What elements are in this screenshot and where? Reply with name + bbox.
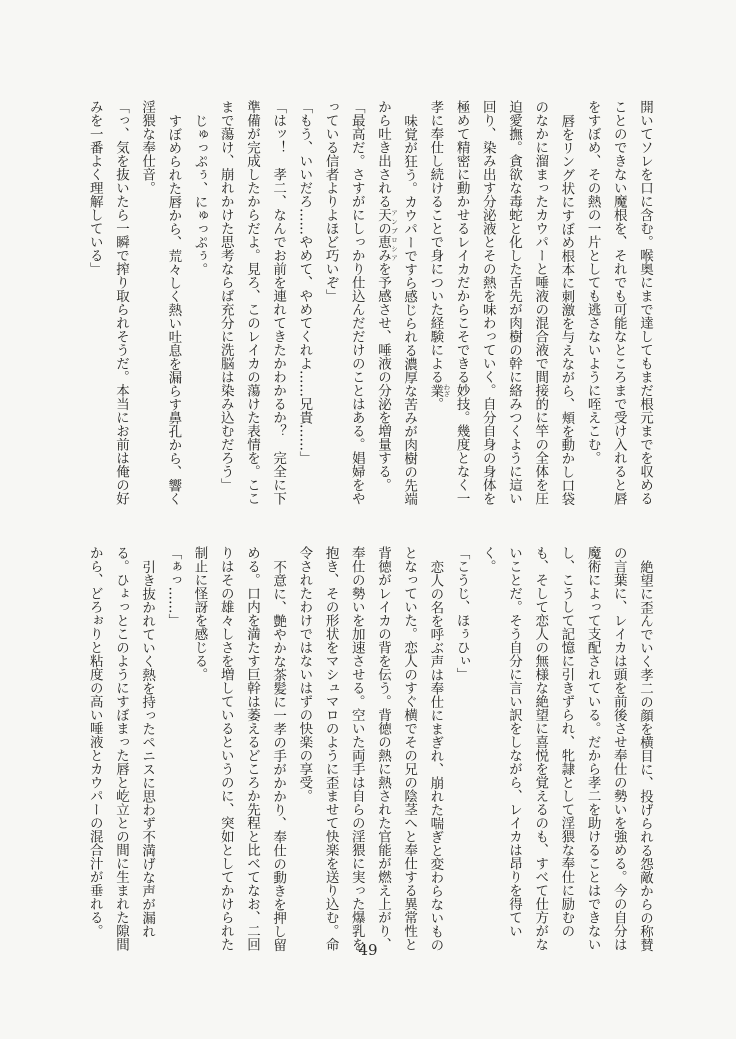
- paragraph: 不意に、艶やかな茶髪に一孝の手がかかり、奉仕の動きを押し留める。口内を満たす巨幹は萎えるどころか先程と比べてなお、二回りはその雄々しさを増しているというのに、突如としてかけられた制止に怪訝を感じる。: [191, 546, 287, 951]
- text-block-bottom: [82, 546, 658, 952]
- paragraph: 絶望に歪んでいく孝二の顔を横目に、投げられる怨敵からの称賛の言葉に、レイカは頭を前後させ奉仕の勢いを強める。今の自分は魔術によって支配されている。だから孝二を助けることはできないし、こうして記憶に引きずられ、牝隷として淫猥な奉仕に励むのも、そして恋人の無様な絶望に喜悦を覚えるのも、すべて仕方がないことだ。そう自分に言い訳をしながら、レイカは昂りを得ていく。: [479, 546, 653, 951]
- ruby-annotated-word: 業 わざ: [427, 383, 451, 397]
- paragraph: 開いてソレを口に含む。喉奥にまで達してもまだ根元までを収めることのできない魔根を、それでも可能なところまで受け入れると唇をすぼめ、その熱の一片としても逃さないように咥えこむ。: [584, 100, 653, 505]
- paragraph: 「もう、いいだろ……やめて、やめてくれよ……兄貴……」: [296, 100, 313, 465]
- paragraph: 恋人の名を呼ぶ声は奉仕にまぎれ、崩れた喘ぎと変わらないものとなっていた。恋人のすぐ横でその兄の陰茎へと奉仕する異常性と背徳がレイカの背を伝う。背徳の熱に熱された官能が燃え上がり、奉仕の勢いを加速させる。空いた両手は自らの淫猥に実った爆乳を抱き、その形状をマシュマロのように歪ませて快楽を送り込む。命令されたわけではないはずの快楽の享受。: [296, 546, 444, 951]
- paragraph: 味覚が狂う。カウパーですら感じられる濃厚な苦みが肉樹の先端から吐き出される天の恵み アンブロシアを予感させ、唾液の分泌を増量する。: [374, 100, 418, 505]
- paragraph: 引き抜かれていく熱を持ったペニスに思わず不満げな声が漏れる。ひょっとこのようにすぼまった唇と屹立との間に生まれた隙間から、どろぉりと粘度の高い唾液とカウパーの混合汁が垂れる。: [86, 546, 156, 951]
- paragraph: 「最高だ。さすがにしっかり仕込んだだけのことはある。娼婦をやっている信者よりよほど巧いぞ」: [322, 100, 365, 505]
- ruby-annotated-word: 天の恵み アンブロシア: [374, 208, 398, 262]
- text-block-top: [82, 100, 658, 506]
- paragraph: 「ぁっ……」: [165, 546, 182, 627]
- paragraph: すぼめられた唇から、荒々しく熱い吐息を漏らす鼻孔から、響く淫猥な奉仕音。: [139, 100, 182, 505]
- paragraph: 「っ、気を抜いたら一瞬で搾り取られそうだ。本当にお前は俺の好みを一番よく理解している」: [86, 100, 129, 505]
- paragraph: 「はッ！ 孝二、なんでお前を連れてきたかわかるか？ 完全に下準備が完成したからだよ。見ろ、このレイカの蕩けた表情を。ここまで蕩け、崩れかけた思考ならば充分に洗脳は染み込むだろう」: [217, 100, 287, 505]
- paragraph: じゅっぷぅ、にゅっぷぅ。: [191, 113, 208, 276]
- page-number: 49: [358, 941, 378, 959]
- paragraph: 唇をリング状にすぼめ根本に刺激を与えながら、頬を動かし口袋のなかに溜まったカウパーと唾液の混合液で間接的に竿の全体を圧迫愛撫。貪欲な毒蛇と化した舌先が肉樹の幹に絡みつくように這い回り、染み出す分泌液とその熱を味わっていく。自分自身の身体を極めて精密に動かせるレイカだからこそできる妙技。幾度となく一孝に奉仕し続けることで身についた経験による業 わざ。: [427, 100, 575, 505]
- paragraph: 「こうじ、ほぅひぃ」: [453, 546, 470, 681]
